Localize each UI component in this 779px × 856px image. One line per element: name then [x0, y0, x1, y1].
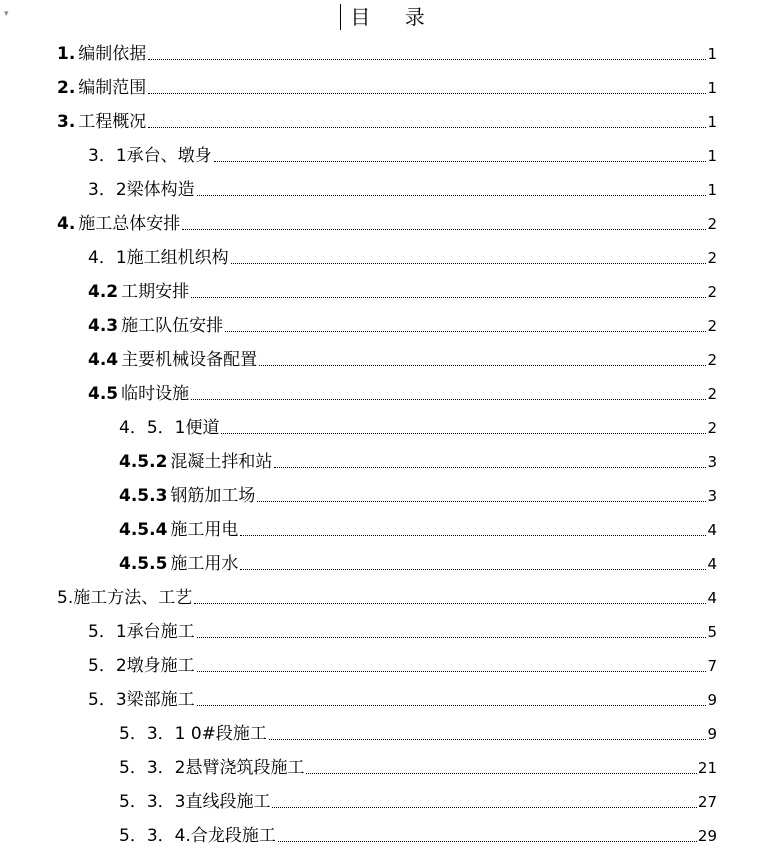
toc-entry[interactable]	[0, 173, 779, 207]
toc-entry-number: 4.5.2	[119, 452, 168, 472]
toc-entry-label	[57, 111, 146, 133]
toc-entry-page-number: 3	[707, 453, 717, 471]
toc-entry[interactable]	[0, 411, 779, 445]
toc-entry-title: 梁体构造	[126, 180, 195, 200]
toc-entry-label	[88, 383, 189, 405]
toc-entry-line	[88, 315, 717, 337]
toc-entry-line	[57, 43, 717, 65]
toc-entry-page-number: 2	[707, 419, 717, 437]
toc-entry-number: 5.	[57, 588, 74, 608]
dot-leader	[148, 126, 706, 128]
toc-entry-number: 3.	[57, 112, 76, 132]
toc-entry-line	[88, 247, 717, 269]
toc-entry-number: 5．3．1	[119, 724, 186, 744]
toc-entry-label	[119, 417, 219, 439]
toc-entry-line	[119, 757, 717, 779]
dot-leader	[274, 466, 706, 468]
toc-entry-page-number: 1	[707, 147, 717, 165]
toc-entry-title: 合龙段施工	[190, 826, 276, 846]
toc-entry-title: 工期安排	[121, 282, 190, 302]
toc-entry-number: 4.5.3	[119, 486, 168, 506]
dot-leader	[278, 840, 697, 842]
toc-entry-page-number: 21	[697, 759, 717, 777]
toc-entry-page-number: 1	[707, 181, 717, 199]
toc-entry-label	[88, 179, 195, 201]
toc-entry-page-number: 9	[707, 725, 717, 743]
collapse-arrow-icon[interactable]: ▾	[4, 9, 9, 19]
toc-entry-page-number: 2	[707, 283, 717, 301]
toc-entry-title: 施工组机织构	[126, 248, 229, 268]
toc-entry-number: 4.5.5	[119, 554, 168, 574]
toc-entry-line	[119, 553, 717, 575]
toc-entry-page-number: 29	[697, 827, 717, 845]
toc-entry-title: 承台、墩身	[126, 146, 212, 166]
toc-entry-number: 4.	[57, 214, 76, 234]
dot-leader	[182, 228, 706, 230]
dot-leader	[269, 738, 707, 740]
toc-entry-page-number: 27	[697, 793, 717, 811]
toc-entry-number: 5．3	[88, 690, 127, 710]
toc-entry-number: 4.3	[88, 316, 119, 336]
toc-entry-line	[88, 689, 717, 711]
dot-leader	[197, 704, 707, 706]
toc-entry-number: 4.4	[88, 350, 119, 370]
toc-entry-number: 5．3．4.	[119, 826, 191, 846]
toc-entry-title: 施工用电	[170, 520, 239, 540]
toc-entry-label	[57, 77, 146, 99]
toc-entry[interactable]	[0, 513, 779, 547]
dot-leader	[272, 806, 696, 808]
dot-leader	[191, 398, 706, 400]
toc-entry[interactable]	[0, 241, 779, 275]
toc-entry-page-number: 1	[707, 113, 717, 131]
toc-entry-number: 4.2	[88, 282, 119, 302]
toc-entry-number: 1.	[57, 44, 76, 64]
toc-entry-line	[57, 77, 717, 99]
toc-entry-label	[119, 791, 270, 813]
toc-entry-page-number: 3	[707, 487, 717, 505]
title-area	[0, 4, 779, 34]
dot-leader	[240, 534, 706, 536]
toc-entry-label	[119, 519, 238, 541]
toc-entry[interactable]	[0, 717, 779, 751]
toc-entry-title: 混凝土拌和站	[170, 452, 273, 472]
toc-entry-title: 悬臂浇筑段施工	[185, 758, 305, 778]
toc-entry-number: 5．3．2	[119, 758, 186, 778]
toc-entry-label	[57, 213, 180, 235]
toc-entry-line	[88, 179, 717, 201]
toc-entry-title: 编制依据	[78, 44, 147, 64]
toc-entry-label	[119, 485, 255, 507]
dot-leader	[148, 92, 706, 94]
toc-entry-page-number: 2	[707, 249, 717, 267]
toc-entry-title: 便道	[185, 418, 220, 438]
toc-entry[interactable]	[0, 751, 779, 785]
toc-entry[interactable]	[0, 309, 779, 343]
toc-entry-page-number: 2	[707, 351, 717, 369]
toc-entry-title: 施工总体安排	[78, 214, 181, 234]
toc-entry-number: 5．3．3	[119, 792, 186, 812]
toc-entry-label	[119, 553, 238, 575]
toc-entry-page-number: 1	[707, 79, 717, 97]
toc-entry[interactable]	[0, 343, 779, 377]
toc-entry-line	[88, 145, 717, 167]
toc-entry-page-number: 4	[707, 589, 717, 607]
dot-leader	[197, 636, 707, 638]
toc-entry[interactable]	[0, 207, 779, 241]
toc-entry[interactable]	[0, 377, 779, 411]
toc-entry-number: 4．5．1	[119, 418, 186, 438]
toc-entry-number: 4.5.4	[119, 520, 168, 540]
toc-entry-label	[119, 757, 304, 779]
toc-entry-line	[88, 281, 717, 303]
toc-entry-number: 4.5	[88, 384, 119, 404]
dot-leader	[148, 58, 706, 60]
toc-entry[interactable]	[0, 683, 779, 717]
dot-leader	[214, 160, 707, 162]
toc-entry[interactable]	[0, 445, 779, 479]
toc-entry-title: 施工队伍安排	[121, 316, 224, 336]
toc-entry-title: 编制范围	[78, 78, 147, 98]
toc-entry-label	[88, 281, 189, 303]
toc-entry[interactable]	[0, 649, 779, 683]
toc-entry-line	[57, 587, 717, 609]
toc-entry[interactable]	[0, 819, 779, 853]
toc-entry-label	[88, 315, 223, 337]
toc-entry-page-number: 7	[707, 657, 717, 675]
toc-entry-label	[88, 145, 212, 167]
dot-leader	[197, 670, 707, 672]
toc-entry-line	[88, 621, 717, 643]
toc-entry-number: 5．1	[88, 622, 127, 642]
toc-entry-label	[119, 451, 272, 473]
toc-entry[interactable]	[0, 615, 779, 649]
toc-entry-line	[119, 451, 717, 473]
toc-entry-page-number: 1	[707, 45, 717, 63]
toc-entry-label	[88, 349, 257, 371]
toc-entry-page-number: 4	[707, 521, 717, 539]
toc-entry-label	[57, 43, 146, 65]
toc-entry[interactable]	[0, 479, 779, 513]
dot-leader	[306, 772, 696, 774]
toc-entry-label	[88, 689, 195, 711]
toc-entry[interactable]	[0, 139, 779, 173]
toc-entry-line	[88, 655, 717, 677]
toc-entry-page-number: 5	[707, 623, 717, 641]
toc-entry-title: 临时设施	[121, 384, 190, 404]
dot-leader	[191, 296, 706, 298]
toc-entry-line	[119, 485, 717, 507]
toc-entry-page-number: 4	[707, 555, 717, 573]
toc-entry-page-number: 2	[707, 215, 717, 233]
toc-entry-number: 4．1	[88, 248, 127, 268]
toc-entry-page-number: 2	[707, 317, 717, 335]
toc-entry-title: 0#段施工	[185, 724, 267, 744]
toc-entry-title: 直线段施工	[185, 792, 271, 812]
toc-entry-label	[119, 825, 276, 847]
toc-entry-line	[57, 111, 717, 133]
toc-entry-title: 墩身施工	[126, 656, 195, 676]
toc-entry-line	[119, 825, 717, 847]
toc-entry-line	[57, 213, 717, 235]
toc-entry-line	[119, 519, 717, 541]
toc-entry[interactable]	[0, 105, 779, 139]
toc-entry[interactable]	[0, 785, 779, 819]
toc-entry-title: 施工用水	[170, 554, 239, 574]
toc-entry-label	[119, 723, 267, 745]
dot-leader	[194, 602, 706, 604]
toc-entry[interactable]	[0, 547, 779, 581]
toc-entry-title: 梁部施工	[126, 690, 195, 710]
toc-entry-line	[88, 383, 717, 405]
dot-leader	[225, 330, 706, 332]
toc-entry[interactable]	[0, 275, 779, 309]
toc-entry-label	[88, 247, 229, 269]
toc-entry-number: 3．1	[88, 146, 127, 166]
dot-leader	[197, 194, 707, 196]
dot-leader	[221, 432, 706, 434]
toc-entry-label	[88, 621, 195, 643]
toc-entry-title: 工程概况	[78, 112, 147, 132]
toc-entry-label	[88, 655, 195, 677]
toc-entry-title: 承台施工	[126, 622, 195, 642]
text-cursor	[340, 4, 341, 30]
page-title: 目 录	[350, 5, 439, 29]
dot-leader	[231, 262, 707, 264]
toc-entry-page-number: 9	[707, 691, 717, 709]
toc-entry-line	[119, 791, 717, 813]
toc-entry-line	[119, 723, 717, 745]
dot-leader	[257, 500, 706, 502]
toc-entry-title: 施工方法、工艺	[73, 588, 193, 608]
toc-entry-line	[119, 417, 717, 439]
toc-entry-title: 钢筋加工场	[170, 486, 256, 506]
toc-entry-number: 5．2	[88, 656, 127, 676]
toc-entry[interactable]	[0, 37, 779, 71]
dot-leader	[240, 568, 706, 570]
toc-entry[interactable]	[0, 581, 779, 615]
toc-entry-number: 2.	[57, 78, 76, 98]
toc-entry-page-number: 2	[707, 385, 717, 403]
toc-entry-number: 3．2	[88, 180, 127, 200]
dot-leader	[259, 364, 706, 366]
toc-entry[interactable]	[0, 71, 779, 105]
toc-entry-line	[88, 349, 717, 371]
toc-entry-title: 主要机械设备配置	[121, 350, 258, 370]
toc-entry-label	[57, 587, 192, 609]
